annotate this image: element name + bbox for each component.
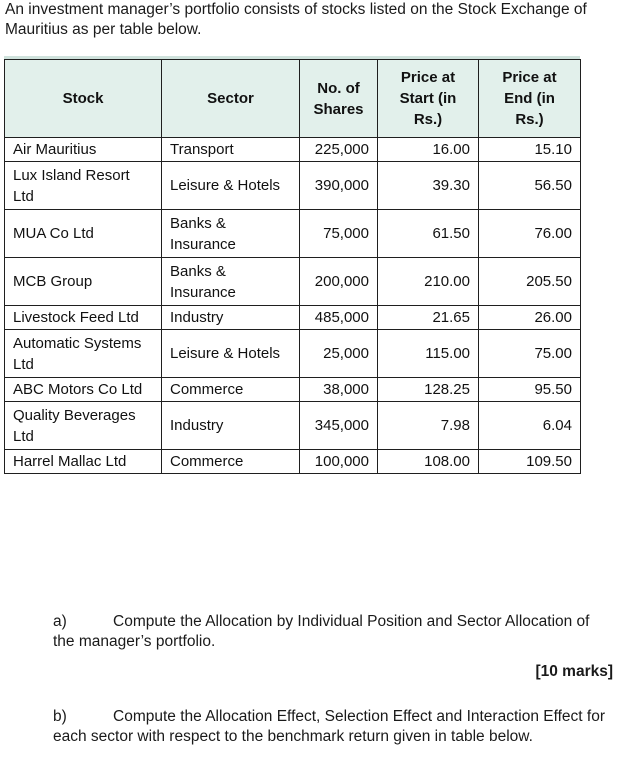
cell-price-end: 95.50 bbox=[479, 378, 581, 402]
cell-price-end: 56.50 bbox=[479, 162, 581, 210]
question-a-marks: [10 marks] bbox=[535, 663, 613, 680]
cell-price-start: 39.30 bbox=[378, 162, 479, 210]
cell-price-start: 108.00 bbox=[378, 450, 479, 474]
cell-price-end: 6.04 bbox=[479, 402, 581, 450]
table-row bbox=[5, 378, 581, 402]
question-a bbox=[53, 612, 613, 682]
cell-price-start: 61.50 bbox=[378, 210, 479, 258]
portfolio-table bbox=[4, 59, 581, 474]
cell-price-end: 76.00 bbox=[479, 210, 581, 258]
table-row bbox=[5, 138, 581, 162]
cell-shares: 75,000 bbox=[300, 210, 378, 258]
cell-stock: ABC Motors Co Ltd bbox=[5, 378, 162, 402]
table-row bbox=[5, 306, 581, 330]
header-price-end: Price at End (in Rs.) bbox=[479, 60, 581, 138]
cell-stock: MUA Co Ltd bbox=[5, 210, 162, 258]
cell-sector: Leisure & Hotels bbox=[162, 162, 300, 210]
cell-stock: MCB Group bbox=[5, 258, 162, 306]
cell-shares: 25,000 bbox=[300, 330, 378, 378]
cell-shares: 38,000 bbox=[300, 378, 378, 402]
cell-shares: 200,000 bbox=[300, 258, 378, 306]
question-a-label: a) bbox=[53, 613, 67, 630]
cell-sector: Industry bbox=[162, 402, 300, 450]
table-row bbox=[5, 210, 581, 258]
cell-price-start: 115.00 bbox=[378, 330, 479, 378]
table-row bbox=[5, 162, 581, 210]
cell-sector: Leisure & Hotels bbox=[162, 330, 300, 378]
cell-sector: Commerce bbox=[162, 450, 300, 474]
table-row bbox=[5, 402, 581, 450]
question-b bbox=[53, 707, 613, 747]
portfolio-table-container bbox=[4, 56, 580, 474]
question-a-body bbox=[53, 612, 613, 652]
cell-sector: Banks & Insurance bbox=[162, 258, 300, 306]
cell-stock: Air Mauritius bbox=[5, 138, 162, 162]
table-row bbox=[5, 330, 581, 378]
cell-sector: Transport bbox=[162, 138, 300, 162]
cell-price-end: 205.50 bbox=[479, 258, 581, 306]
cell-stock: Lux Island Resort Ltd bbox=[5, 162, 162, 210]
cell-price-end: 75.00 bbox=[479, 330, 581, 378]
table-row bbox=[5, 258, 581, 306]
cell-shares: 390,000 bbox=[300, 162, 378, 210]
cell-stock: Automatic Systems Ltd bbox=[5, 330, 162, 378]
header-stock: Stock bbox=[5, 60, 162, 138]
cell-price-end: 26.00 bbox=[479, 306, 581, 330]
header-shares: No. of Shares bbox=[300, 60, 378, 138]
cell-stock: Livestock Feed Ltd bbox=[5, 306, 162, 330]
question-b-text: Compute the Allocation Effect, Selection Effect and Interaction Effect for each sector with respect to the benchmark return given in table below. bbox=[53, 708, 605, 745]
cell-price-start: 7.98 bbox=[378, 402, 479, 450]
header-sector: Sector bbox=[162, 60, 300, 138]
cell-sector: Industry bbox=[162, 306, 300, 330]
intro-paragraph: An investment manager’s portfolio consists of stocks listed on the Stock Exchange of Mauritius as per table below. bbox=[5, 1, 587, 38]
cell-price-start: 128.25 bbox=[378, 378, 479, 402]
cell-price-end: 109.50 bbox=[479, 450, 581, 474]
cell-shares: 100,000 bbox=[300, 450, 378, 474]
cell-sector: Commerce bbox=[162, 378, 300, 402]
cell-stock: Harrel Mallac Ltd bbox=[5, 450, 162, 474]
cell-sector: Banks & Insurance bbox=[162, 210, 300, 258]
cell-shares: 225,000 bbox=[300, 138, 378, 162]
cell-price-end: 15.10 bbox=[479, 138, 581, 162]
question-b-label: b) bbox=[53, 708, 67, 725]
header-price-start: Price at Start (in Rs.) bbox=[378, 60, 479, 138]
table-row bbox=[5, 450, 581, 474]
cell-price-start: 21.65 bbox=[378, 306, 479, 330]
cell-stock: Quality Beverages Ltd bbox=[5, 402, 162, 450]
cell-price-start: 16.00 bbox=[378, 138, 479, 162]
cell-shares: 345,000 bbox=[300, 402, 378, 450]
cell-shares: 485,000 bbox=[300, 306, 378, 330]
question-a-text: Compute the Allocation by Individual Position and Sector Allocation of the manager’s portfolio. bbox=[53, 613, 590, 650]
table-header-row bbox=[5, 60, 581, 138]
cell-price-start: 210.00 bbox=[378, 258, 479, 306]
